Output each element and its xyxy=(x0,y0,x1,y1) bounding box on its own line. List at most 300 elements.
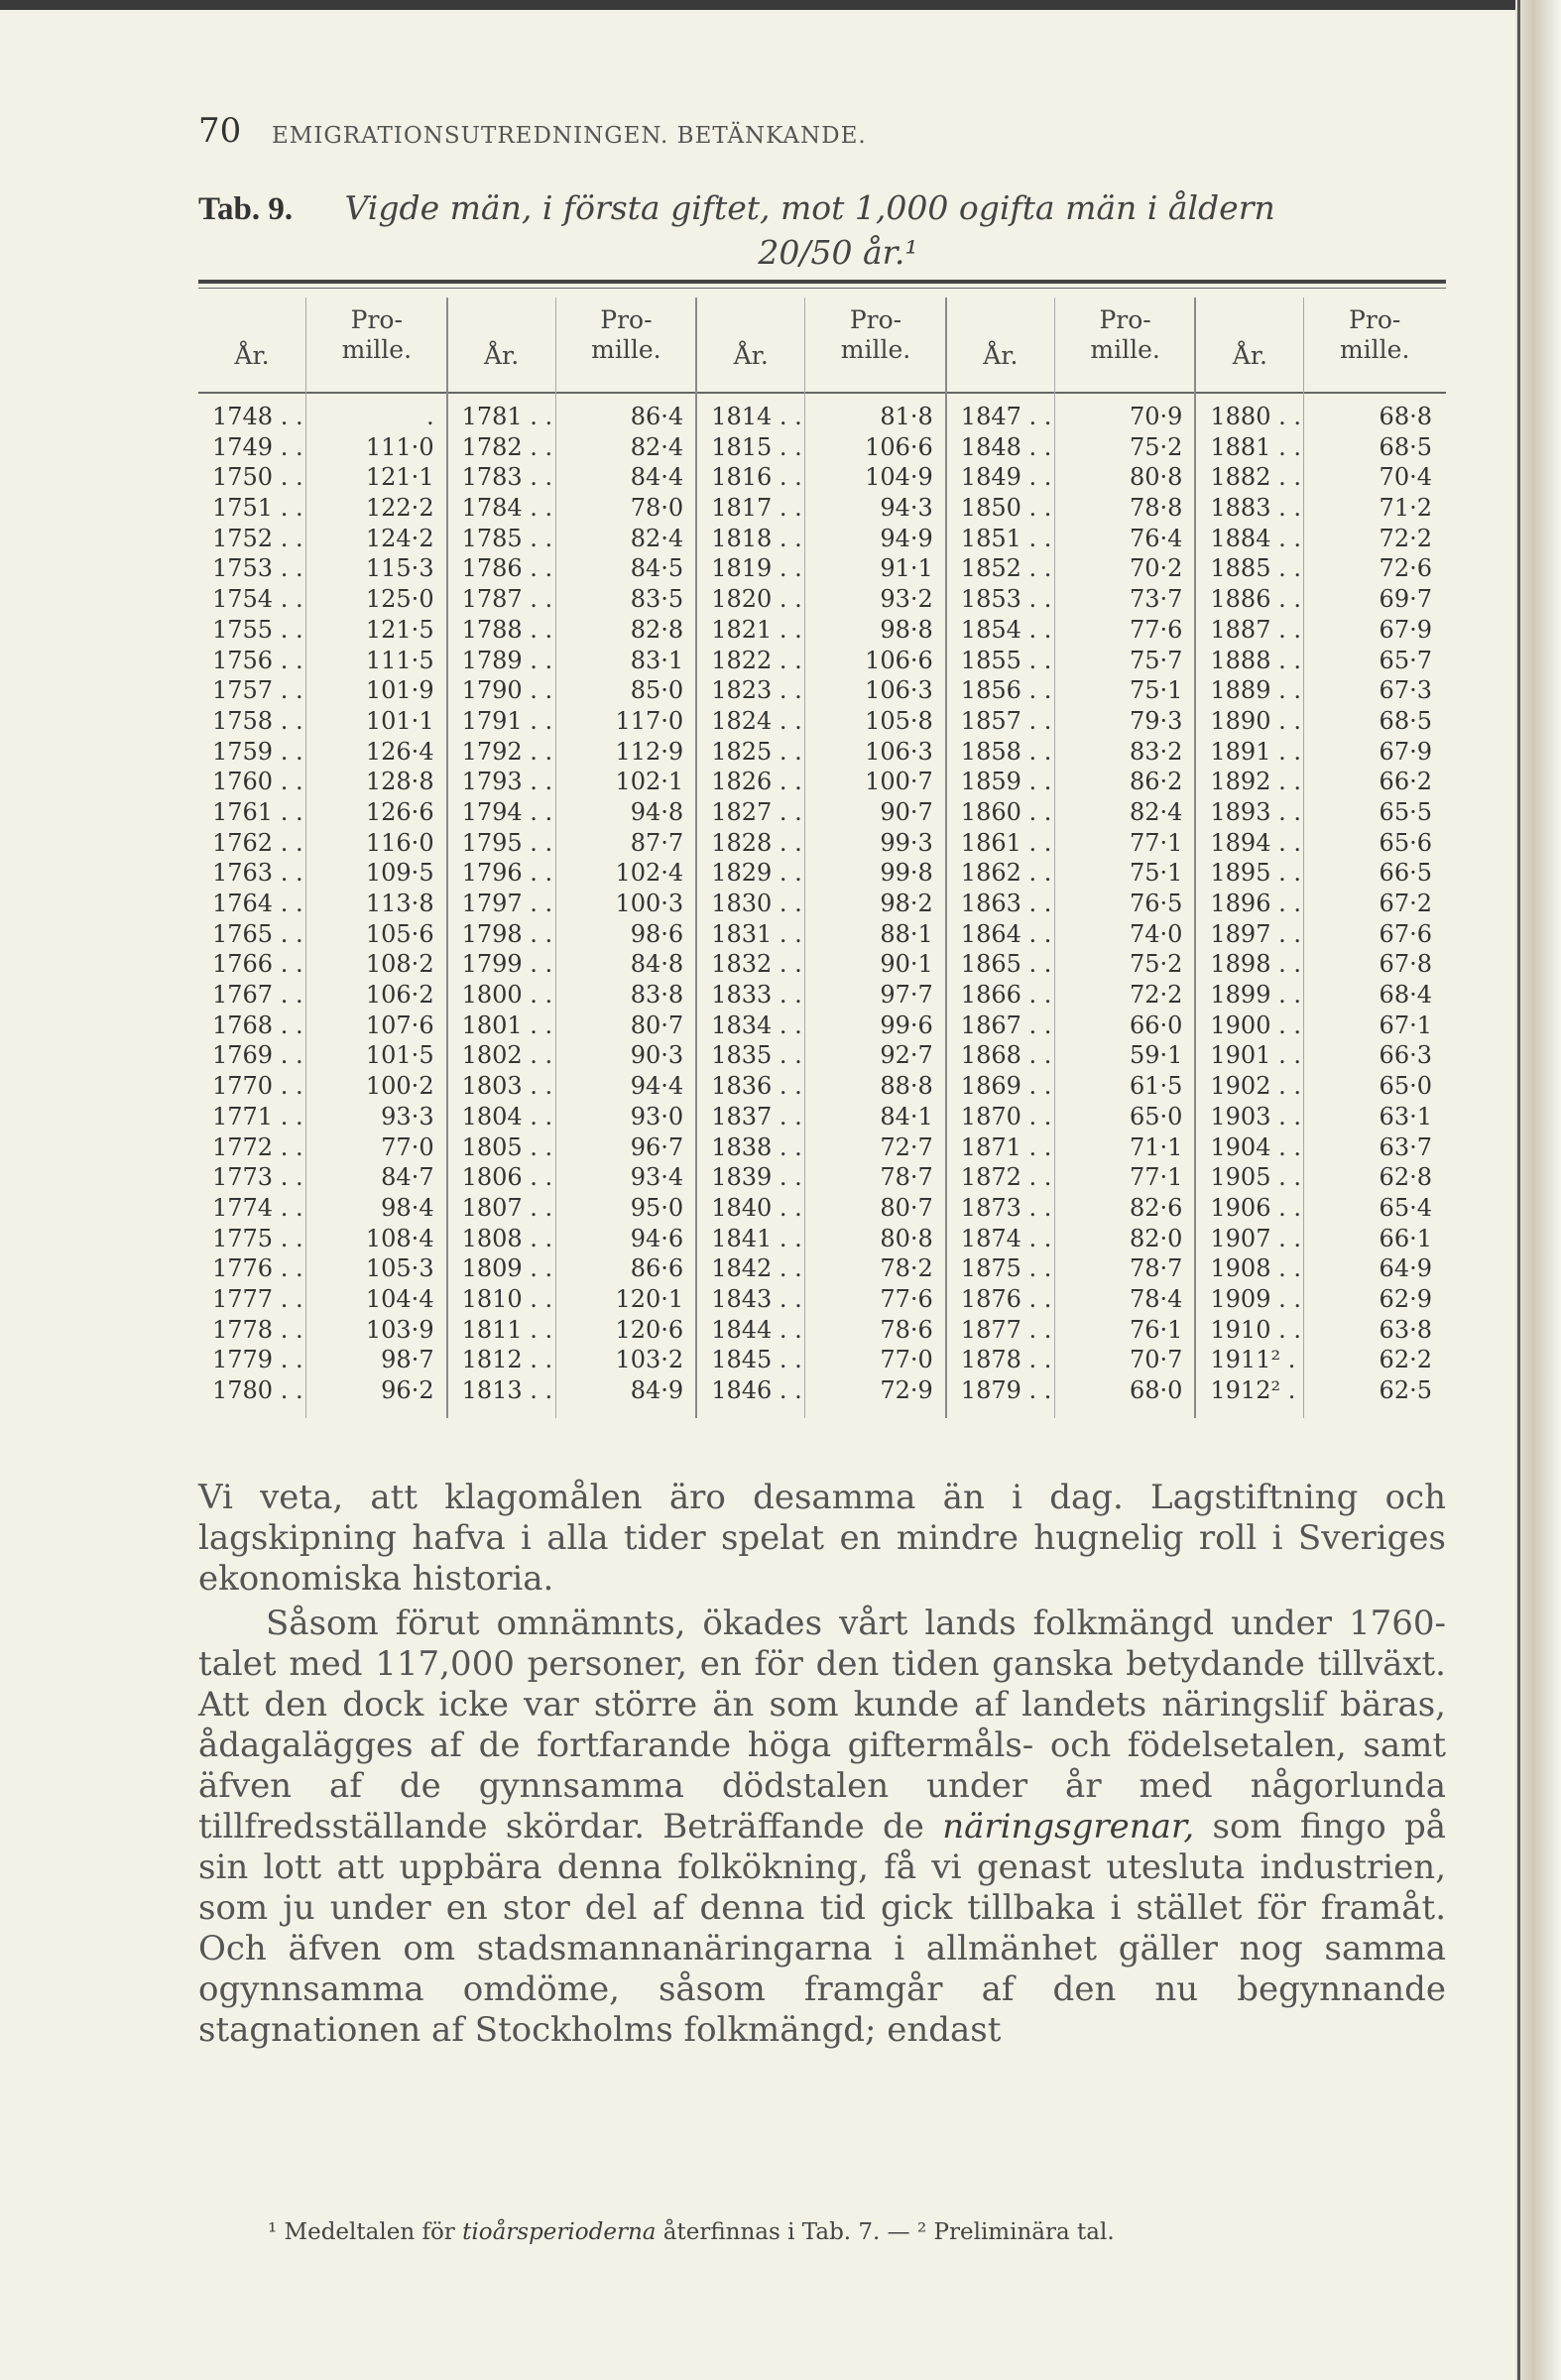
table-row xyxy=(198,1284,1446,1315)
year-cell: 1840 . . xyxy=(711,1193,802,1222)
year-cell: 1896 . . xyxy=(1210,890,1301,917)
promille-cell: 62·5 xyxy=(1379,1376,1432,1404)
header-year: År. xyxy=(483,340,520,370)
table-row xyxy=(198,949,1446,980)
table-title-line2: 20/50 år.¹ xyxy=(758,233,918,272)
year-cell: 1824 . . xyxy=(711,706,802,735)
table-row xyxy=(198,1040,1446,1071)
promille-cell: 69·7 xyxy=(1379,585,1432,614)
table-row xyxy=(198,432,1446,463)
promille-cell: 72·6 xyxy=(1379,554,1432,583)
table-row xyxy=(198,1102,1446,1132)
year-cell: 1771 . . xyxy=(212,1102,303,1130)
promille-cell: 125·0 xyxy=(365,585,434,614)
header-year: År. xyxy=(983,340,1019,370)
year-cell: 1884 . . xyxy=(1210,524,1301,552)
year-cell: 1866 . . xyxy=(960,981,1052,1010)
year-cell: 1881 . . xyxy=(1210,432,1301,461)
promille-cell: 80·8 xyxy=(880,1224,933,1252)
footnote xyxy=(268,2219,1438,2245)
promille-cell: 90·7 xyxy=(880,797,933,826)
promille-cell: 86·4 xyxy=(630,403,684,430)
year-cell: 1846 . . xyxy=(711,1376,802,1404)
promille-cell: 78·6 xyxy=(880,1315,933,1344)
year-cell: 1871 . . xyxy=(960,1132,1052,1161)
year-cell: 1814 . . xyxy=(711,403,802,430)
year-cell: 1900 . . xyxy=(1210,1011,1301,1039)
year-cell: 1854 . . xyxy=(960,615,1052,644)
header-promille: Pro- mille. xyxy=(840,305,911,364)
promille-cell: 65·5 xyxy=(1379,797,1432,826)
year-cell: 1911² . xyxy=(1210,1346,1296,1374)
promille-cell: 78·0 xyxy=(630,494,684,523)
paragraph-2-text-b: som fingo på sin lott att uppbära denna folkökning, få vi genast utesluta industrien, som ju under en stor del af denna tid gick tillbaka i stället för framåt. Och äfven om stadsmannanäringarna i allmänhet gäller nog samma ogynnsamma omdöme, såsom framgår af den nu begynnande stagnationen af Stockholms folkmängd; endast xyxy=(198,1807,1447,2050)
promille-cell: 66·0 xyxy=(1129,1011,1183,1039)
promille-cell: 78·7 xyxy=(1129,1254,1183,1283)
year-cell: 1830 . . xyxy=(711,890,802,917)
year-cell: 1857 . . xyxy=(960,706,1052,735)
year-cell: 1816 . . xyxy=(711,463,802,492)
year-cell: 1807 . . xyxy=(461,1193,553,1222)
table-row xyxy=(198,1132,1446,1163)
year-cell: 1748 . . xyxy=(212,403,303,430)
promille-cell: 65·0 xyxy=(1129,1102,1183,1130)
year-cell: 1905 . . xyxy=(1210,1163,1301,1192)
year-cell: 1775 . . xyxy=(212,1224,303,1252)
table-caption xyxy=(198,186,1478,275)
promille-cell: 126·6 xyxy=(365,797,434,826)
promille-cell: 126·4 xyxy=(365,737,434,766)
year-cell: 1826 . . xyxy=(711,768,802,796)
promille-cell: 73·7 xyxy=(1129,585,1183,614)
footnote-text-b: återfinnas i Tab. 7. — ² Preliminära tal. xyxy=(662,2219,1115,2245)
promille-cell: 63·8 xyxy=(1379,1315,1432,1344)
year-cell: 1898 . . xyxy=(1210,950,1301,979)
year-cell: 1843 . . xyxy=(711,1284,802,1313)
year-cell: 1819 . . xyxy=(711,554,802,583)
table-row xyxy=(198,828,1446,859)
year-cell: 1856 . . xyxy=(960,676,1052,705)
promille-cell: 98·4 xyxy=(381,1193,434,1222)
promille-cell: 82·4 xyxy=(630,432,684,461)
year-cell: 1863 . . xyxy=(960,890,1052,917)
promille-cell: 76·4 xyxy=(1129,524,1183,552)
table-row xyxy=(198,493,1446,524)
year-cell: 1878 . . xyxy=(960,1346,1052,1374)
table-row xyxy=(198,1071,1446,1102)
header-year: År. xyxy=(1232,340,1267,370)
year-cell: 1800 . . xyxy=(461,981,553,1010)
promille-cell: 116·0 xyxy=(365,828,434,857)
promille-cell: 94·6 xyxy=(630,1224,684,1252)
year-cell: 1797 . . xyxy=(461,890,553,917)
promille-cell: 104·4 xyxy=(365,1284,434,1313)
table-row xyxy=(198,1345,1446,1375)
year-cell: 1894 . . xyxy=(1210,828,1301,857)
table-row xyxy=(198,615,1446,646)
year-cell: 1906 . . xyxy=(1210,1193,1301,1222)
year-cell: 1767 . . xyxy=(212,981,303,1010)
year-cell: 1834 . . xyxy=(711,1011,802,1039)
header-promille: Pro- mille. xyxy=(591,305,661,364)
promille-cell: 68·4 xyxy=(1379,981,1432,1010)
marriage-rate-table xyxy=(198,298,1446,1418)
promille-cell: 94·4 xyxy=(630,1072,684,1101)
promille-cell: 79·3 xyxy=(1129,706,1183,735)
promille-cell: 63·1 xyxy=(1379,1102,1432,1130)
year-cell: 1833 . . xyxy=(711,981,802,1010)
year-cell: 1804 . . xyxy=(461,1102,553,1130)
table-row xyxy=(198,553,1446,584)
promille-cell: 105·6 xyxy=(365,919,434,948)
promille-cell: 77·1 xyxy=(1129,1163,1183,1192)
promille-cell: 121·1 xyxy=(365,463,434,492)
year-cell: 1874 . . xyxy=(960,1224,1052,1252)
promille-cell: 93·3 xyxy=(381,1102,434,1130)
promille-cell: 128·8 xyxy=(365,768,434,796)
year-cell: 1795 . . xyxy=(461,828,553,857)
promille-cell: 68·8 xyxy=(1379,403,1432,430)
header-year: År. xyxy=(234,340,270,370)
promille-cell: 82·0 xyxy=(1129,1224,1183,1252)
year-cell: 1909 . . xyxy=(1210,1284,1301,1313)
year-cell: 1789 . . xyxy=(461,646,553,674)
year-cell: 1844 . . xyxy=(711,1315,802,1344)
year-cell: 1876 . . xyxy=(960,1284,1052,1313)
year-cell: 1809 . . xyxy=(461,1254,553,1283)
promille-cell: 71·1 xyxy=(1129,1132,1183,1161)
promille-cell: 121·5 xyxy=(365,615,434,644)
table-row xyxy=(198,462,1446,493)
promille-cell: 70·2 xyxy=(1129,554,1183,583)
year-cell: 1776 . . xyxy=(212,1254,303,1283)
promille-cell: 109·5 xyxy=(365,859,434,888)
promille-cell: 94·9 xyxy=(880,524,933,552)
year-cell: 1868 . . xyxy=(960,1041,1052,1070)
promille-cell: 84·7 xyxy=(381,1163,434,1192)
promille-cell: 124·2 xyxy=(365,524,434,552)
table-row xyxy=(198,1315,1446,1346)
footnote-emphasis: tioårsperioderna xyxy=(462,2219,657,2245)
year-cell: 1895 . . xyxy=(1210,859,1301,888)
promille-cell: 84·9 xyxy=(630,1376,684,1404)
year-cell: 1782 . . xyxy=(461,432,553,461)
promille-cell: 80·8 xyxy=(1129,463,1183,492)
promille-cell: 68·5 xyxy=(1379,432,1432,461)
promille-cell: 103·2 xyxy=(615,1346,684,1374)
promille-cell: 82·4 xyxy=(1129,797,1183,826)
year-cell: 1912² . xyxy=(1210,1376,1296,1404)
year-cell: 1841 . . xyxy=(711,1224,802,1252)
promille-cell: 106·6 xyxy=(865,646,933,674)
promille-cell: 65·4 xyxy=(1379,1193,1432,1222)
year-cell: 1858 . . xyxy=(960,737,1052,766)
promille-cell: 75·1 xyxy=(1129,676,1183,705)
year-cell: 1822 . . xyxy=(711,646,802,674)
year-cell: 1794 . . xyxy=(461,797,553,826)
year-cell: 1829 . . xyxy=(711,859,802,888)
year-cell: 1785 . . xyxy=(461,524,553,552)
promille-cell: 67·9 xyxy=(1379,615,1432,644)
year-cell: 1762 . . xyxy=(212,828,303,857)
year-cell: 1849 . . xyxy=(960,463,1052,492)
promille-cell: 75·2 xyxy=(1129,950,1183,979)
year-cell: 1806 . . xyxy=(461,1163,553,1192)
table-row xyxy=(198,919,1446,950)
table-row xyxy=(198,1162,1446,1193)
year-cell: 1749 . . xyxy=(212,432,303,461)
promille-cell: 105·8 xyxy=(865,706,933,735)
year-cell: 1772 . . xyxy=(212,1132,303,1161)
year-cell: 1877 . . xyxy=(960,1315,1052,1344)
table-body xyxy=(198,402,1446,1406)
year-cell: 1848 . . xyxy=(960,432,1052,461)
promille-cell: 71·2 xyxy=(1379,494,1432,523)
page-number: 70 xyxy=(198,111,242,151)
promille-cell: 67·1 xyxy=(1379,1011,1432,1039)
promille-cell: 106·2 xyxy=(365,981,434,1010)
promille-cell: 67·8 xyxy=(1379,950,1432,979)
year-cell: 1891 . . xyxy=(1210,737,1301,766)
year-cell: 1765 . . xyxy=(212,919,303,948)
promille-cell: 96·2 xyxy=(381,1376,434,1404)
promille-cell: 106·3 xyxy=(865,737,933,766)
year-cell: 1758 . . xyxy=(212,706,303,735)
year-cell: 1825 . . xyxy=(711,737,802,766)
year-cell: 1787 . . xyxy=(461,585,553,614)
year-cell: 1770 . . xyxy=(212,1072,303,1101)
year-cell: 1792 . . xyxy=(461,737,553,766)
page-edge xyxy=(1515,0,1561,2380)
promille-cell: 111·5 xyxy=(365,646,434,674)
promille-cell: 67·9 xyxy=(1379,737,1432,766)
body-paragraph-2 xyxy=(198,1604,1446,2051)
promille-cell: 101·1 xyxy=(365,706,434,735)
year-cell: 1802 . . xyxy=(461,1041,553,1070)
year-cell: 1788 . . xyxy=(461,615,553,644)
promille-cell: 104·9 xyxy=(865,463,933,492)
year-cell: 1761 . . xyxy=(212,797,303,826)
year-cell: 1855 . . xyxy=(960,646,1052,674)
year-cell: 1880 . . xyxy=(1210,403,1301,430)
year-cell: 1870 . . xyxy=(960,1102,1052,1130)
promille-cell: 77·0 xyxy=(880,1346,933,1374)
table-row xyxy=(198,584,1446,615)
table-top-rule-thin xyxy=(198,288,1446,289)
promille-cell: 107·6 xyxy=(365,1011,434,1039)
footnote-marker: ¹ xyxy=(268,2219,278,2245)
promille-cell: 75·1 xyxy=(1129,859,1183,888)
year-cell: 1786 . . xyxy=(461,554,553,583)
year-cell: 1872 . . xyxy=(960,1163,1052,1192)
year-cell: 1813 . . xyxy=(461,1376,553,1404)
year-cell: 1820 . . xyxy=(711,585,802,614)
promille-cell: 98·2 xyxy=(880,890,933,917)
promille-cell: 101·5 xyxy=(365,1041,434,1070)
promille-cell: 99·3 xyxy=(880,828,933,857)
year-cell: 1887 . . xyxy=(1210,615,1301,644)
year-cell: 1910 . . xyxy=(1210,1315,1301,1344)
promille-cell: 84·5 xyxy=(630,554,684,583)
year-cell: 1893 . . xyxy=(1210,797,1301,826)
year-cell: 1864 . . xyxy=(960,919,1052,948)
promille-cell: 62·8 xyxy=(1379,1163,1432,1192)
year-cell: 1805 . . xyxy=(461,1132,553,1161)
promille-cell: 84·4 xyxy=(630,463,684,492)
table-row xyxy=(198,1375,1446,1406)
promille-cell: 61·5 xyxy=(1129,1072,1183,1101)
promille-cell: 82·4 xyxy=(630,524,684,552)
promille-cell: 100·2 xyxy=(365,1072,434,1101)
promille-cell: 120·1 xyxy=(615,1284,684,1313)
year-cell: 1837 . . xyxy=(711,1102,802,1130)
promille-cell: 102·4 xyxy=(615,859,684,888)
year-cell: 1865 . . xyxy=(960,950,1052,979)
year-cell: 1869 . . xyxy=(960,1072,1052,1101)
year-cell: 1817 . . xyxy=(711,494,802,523)
table-row xyxy=(198,767,1446,797)
year-cell: 1860 . . xyxy=(960,797,1052,826)
year-cell: 1750 . . xyxy=(212,463,303,492)
promille-cell: 78·7 xyxy=(880,1163,933,1192)
year-cell: 1783 . . xyxy=(461,463,553,492)
year-cell: 1832 . . xyxy=(711,950,802,979)
year-cell: 1810 . . xyxy=(461,1284,553,1313)
year-cell: 1886 . . xyxy=(1210,585,1301,614)
promille-cell: 80·7 xyxy=(880,1193,933,1222)
year-cell: 1842 . . xyxy=(711,1254,802,1283)
footnote-text-a: Medeltalen för xyxy=(284,2219,455,2245)
year-cell: 1754 . . xyxy=(212,585,303,614)
year-cell: 1879 . . xyxy=(960,1376,1052,1404)
table-top-rule xyxy=(198,280,1446,284)
year-cell: 1811 . . xyxy=(461,1315,553,1344)
table-row xyxy=(198,737,1446,768)
year-cell: 1907 . . xyxy=(1210,1224,1301,1252)
promille-cell: 67·6 xyxy=(1379,919,1432,948)
promille-cell: 70·9 xyxy=(1129,403,1183,430)
year-cell: 1831 . . xyxy=(711,919,802,948)
promille-cell: 102·1 xyxy=(615,768,684,796)
promille-cell: 74·0 xyxy=(1129,919,1183,948)
promille-cell: 88·8 xyxy=(880,1072,933,1101)
promille-cell: 120·6 xyxy=(615,1315,684,1344)
promille-cell: 90·3 xyxy=(630,1041,684,1070)
promille-cell: 98·6 xyxy=(630,919,684,948)
promille-cell: 64·9 xyxy=(1379,1254,1432,1283)
promille-cell: 66·2 xyxy=(1379,768,1432,796)
promille-cell: 98·8 xyxy=(880,615,933,644)
table-row xyxy=(198,402,1446,432)
promille-cell: 86·6 xyxy=(630,1254,684,1283)
promille-cell: 72·2 xyxy=(1129,981,1183,1010)
year-cell: 1859 . . xyxy=(960,768,1052,796)
promille-cell: 101·9 xyxy=(365,676,434,705)
year-cell: 1818 . . xyxy=(711,524,802,552)
year-cell: 1756 . . xyxy=(212,646,303,674)
promille-cell: 105·3 xyxy=(365,1254,434,1283)
header-promille: Pro- mille. xyxy=(1090,305,1160,364)
promille-cell: 72·2 xyxy=(1379,524,1432,552)
year-cell: 1798 . . xyxy=(461,919,553,948)
promille-cell: 83·1 xyxy=(630,646,684,674)
promille-cell: 78·4 xyxy=(1129,1284,1183,1313)
promille-cell: 93·4 xyxy=(630,1163,684,1192)
promille-cell: 98·7 xyxy=(381,1346,434,1374)
promille-cell: 75·7 xyxy=(1129,646,1183,674)
promille-cell: 122·2 xyxy=(365,494,434,523)
promille-cell: 106·3 xyxy=(865,676,933,705)
year-cell: 1867 . . xyxy=(960,1011,1052,1039)
year-cell: 1838 . . xyxy=(711,1132,802,1161)
year-cell: 1780 . . xyxy=(212,1376,303,1404)
promille-cell: 108·2 xyxy=(365,950,434,979)
promille-cell: 85·0 xyxy=(630,676,684,705)
table-row xyxy=(198,1224,1446,1254)
promille-cell: 75·2 xyxy=(1129,432,1183,461)
promille-cell: 88·1 xyxy=(880,919,933,948)
year-cell: 1845 . . xyxy=(711,1346,802,1374)
promille-cell: 68·5 xyxy=(1379,706,1432,735)
year-cell: 1768 . . xyxy=(212,1011,303,1039)
promille-cell: 84·1 xyxy=(880,1102,933,1130)
year-cell: 1784 . . xyxy=(461,494,553,523)
promille-cell: 65·6 xyxy=(1379,828,1432,857)
table-title-line1: Vigde män, i första giftet, mot 1,000 ogifta män i åldern xyxy=(344,188,1275,227)
promille-cell: 103·9 xyxy=(365,1315,434,1344)
year-cell: 1763 . . xyxy=(212,859,303,888)
year-cell: 1803 . . xyxy=(461,1072,553,1101)
year-cell: 1899 . . xyxy=(1210,981,1301,1010)
table-row xyxy=(198,706,1446,737)
promille-cell: 66·1 xyxy=(1379,1224,1432,1252)
table-row xyxy=(198,1193,1446,1224)
promille-cell: 117·0 xyxy=(615,706,684,735)
year-cell: 1828 . . xyxy=(711,828,802,857)
year-cell: 1890 . . xyxy=(1210,706,1301,735)
promille-cell: 87·7 xyxy=(630,828,684,857)
year-cell: 1757 . . xyxy=(212,676,303,705)
year-cell: 1769 . . xyxy=(212,1041,303,1070)
table-row xyxy=(198,858,1446,889)
promille-cell: 67·2 xyxy=(1379,890,1432,917)
year-cell: 1808 . . xyxy=(461,1224,553,1252)
promille-cell: 95·0 xyxy=(630,1193,684,1222)
promille-cell: 113·8 xyxy=(365,890,434,917)
year-cell: 1835 . . xyxy=(711,1041,802,1070)
year-cell: 1839 . . xyxy=(711,1163,802,1192)
paragraph-2-text-a: Såsom förut omnämnts, ökades vårt lands folkmängd under 1760-talet med 117,000 personer, en för den tiden ganska betydande tillväxt. Att den dock icke var större än som kunde af landets näringslif bäras, ådagalägges af de fortfarande höga giftermåls- och födelsetalen, samt äfven af de gynnsamma dödstalen under år med någorlunda tillfredsställande skördar. Beträffande de xyxy=(198,1604,1446,1846)
promille-cell: 82·6 xyxy=(1129,1193,1183,1222)
promille-cell: 81·8 xyxy=(880,403,933,430)
year-cell: 1766 . . xyxy=(212,950,303,979)
promille-cell: 76·1 xyxy=(1129,1315,1183,1344)
promille-cell: 76·5 xyxy=(1129,890,1183,917)
year-cell: 1908 . . xyxy=(1210,1254,1301,1283)
page-header xyxy=(198,111,1488,161)
promille-cell: 93·0 xyxy=(630,1102,684,1130)
table-row xyxy=(198,797,1446,828)
promille-cell: 65·0 xyxy=(1379,1072,1432,1101)
promille-cell: 59·1 xyxy=(1129,1041,1183,1070)
table-row xyxy=(198,524,1446,554)
promille-cell: 99·6 xyxy=(880,1011,933,1039)
promille-cell: 77·1 xyxy=(1129,828,1183,857)
table-row xyxy=(198,980,1446,1011)
promille-cell: 108·4 xyxy=(365,1224,434,1252)
body-paragraph-1: Vi veta, att klagomålen äro desamma än i dag. Lagstiftning och lagskipning hafva i alla tider spelat en mindre hugnelig roll i Sveriges ekonomiska historia. xyxy=(198,1478,1446,1599)
promille-cell: 62·9 xyxy=(1379,1284,1432,1313)
